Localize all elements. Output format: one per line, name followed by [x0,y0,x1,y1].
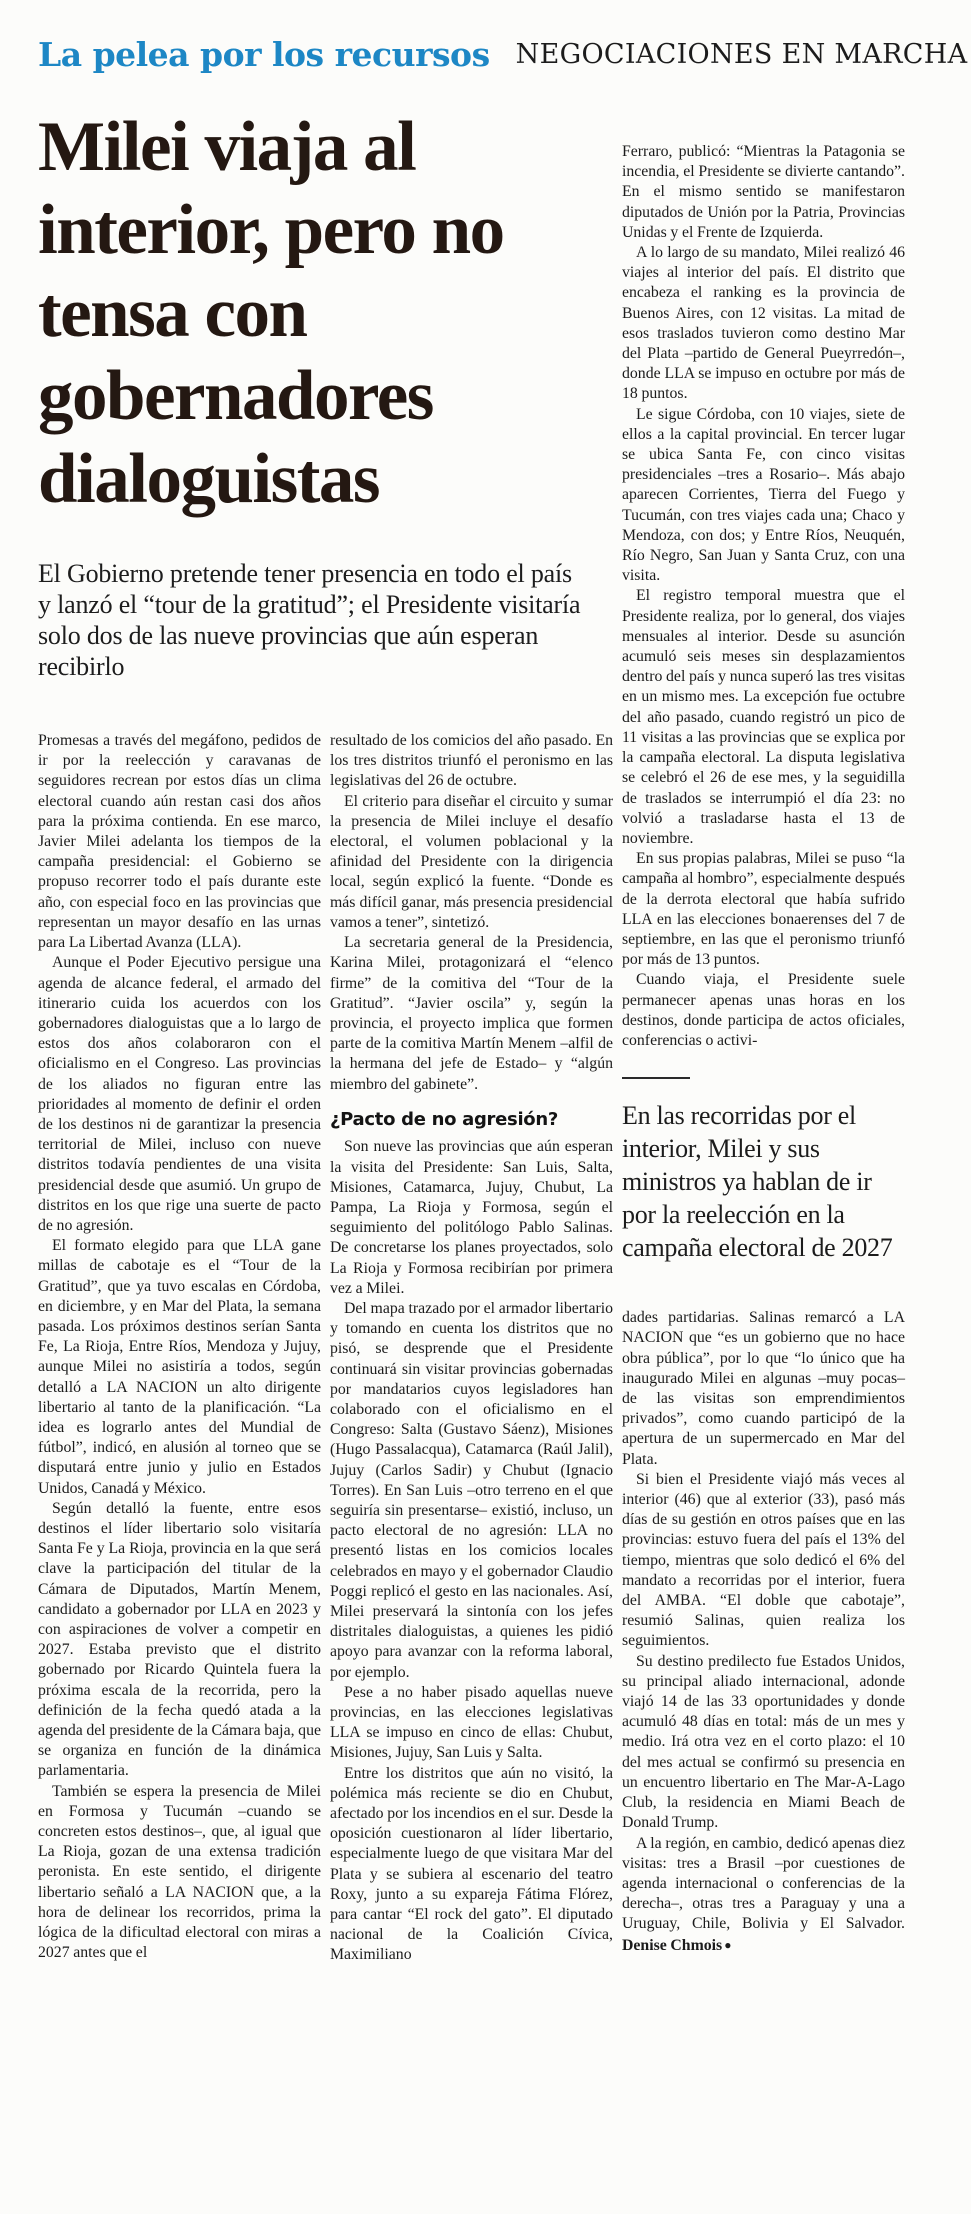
paragraph: También se espera la presencia de Milei en Formosa y Tucumán –cuando se concreten estos destinos–, que, al igual que La Rioja, gozan de una extensa tradición peronista. En este sentido, el dirigente libertario señaló a LA NACION que, a la hora de delinear los recorridos, prima la lógica de la dificultad electoral con miras a 2027 antes que el [38,1782,321,1962]
kicker-title: La pelea por los recursos [38,34,490,74]
paragraph: El criterio para diseñar el circuito y sumar la presencia de Milei incluye el desafío electoral, el volumen poblacional y la afinidad del Presidente con la dirigencia local, según explicó la fuente. “Donde es más difícil ganar, más presencia presidencial vamos a tener”, sintetizó. [330,792,613,931]
paragraph: Le sigue Córdoba, con 10 viajes, siete de ellos a la capital provincial. En tercer lugar se ubica Santa Fe, con cinco visitas presidenciales –tres a Rosario–. Más abajo aparecen Corrientes, Tierra del Fuego y Tucumán, con tres viajes cada una; Chaco y Mendoza, con dos; y Entre Ríos, Neuquén, Río Negro, San Juan y Santa Cruz, con una visita. [622,405,905,585]
deck: El Gobierno pretende tener presencia en todo el país y lanzó el “tour de la gratitud”; el Presidente visitaría solo dos de las nueve provincias que aún esperan recibirlo [38,559,581,682]
column-1-paragraphs [38,731,321,1963]
paragraph: El formato elegido para que LLA gane millas de cabotaje es el “Tour de la Gratitud”, que ya tuvo escalas en Córdoba, en diciembre, y en Mar del Plata, la semana pasada. Los próximos destinos serían Santa Fe, La Rioja, Entre Ríos, Mendoza y Jujuy, aunque Milei no asistiría a todos, según detalló a LA NACION un alto dirigente libertario al tanto de la planificación. “La idea es lograrlo antes del Mundial de fútbol”, indicó, en alusión al torneo que se disputará entre junio y julio en Estados Unidos, Canadá y México. [38,1237,321,1497]
paragraph: Aunque el Poder Ejecutivo persigue una agenda de alcance federal, el armado del itinerario cuida los acuerdos con los gobernadores dialoguistas que a lo largo de estos dos años colaboraron con el oficialismo en el Congreso. Las provincias de los aliados no figuran entre las prioridades al momento de definir el orden de los destinos ni de garantizar la presencia territorial de Milei, incluso con nueve distritos todavía pendientes de una visita presidencial desde que asumió. Un grupo de distritos en los que rige una suerte de pacto de no agresión. [38,954,321,1234]
column-3-paragraphs-top [622,142,905,1051]
kicker-tag: NEGOCIACIONES EN MARCHA [515,38,968,70]
body-columns [38,731,613,1966]
left-zone [38,102,613,1966]
pull-quote [622,1077,905,1264]
pull-quote-rule [622,1077,690,1079]
author-byline: Denise Chmois [622,1936,723,1954]
paragraph: Cuando viaja, el Presidente suele permanecer apenas unas horas en los destinos, donde participa de actos oficiales, conferencias o activi- [622,971,905,1049]
column-2-paragraphs-top [330,731,613,1095]
kicker [38,30,968,78]
column-1 [38,731,321,1966]
section-subhead: ¿Pacto de no agresión? [330,1108,559,1130]
pull-quote-text: En las recorridas por el interior, Milei y sus ministros ya hablan de ir por la reelección en la campaña electoral de 2027 [622,1101,893,1263]
headline: Milei viaja al interior, pero no tensa con gobernadores dialoguistas [38,108,504,519]
paragraph: El registro temporal muestra que el Presidente realiza, por lo general, dos viajes mensuales al interior. Desde su asunción acumuló seis meses sin desplazamientos dentro del país y nunca superó las tres visitas en un mismo mes. La excepción fue octubre del año pasado, cuando registró un pico de 11 visitas a las provincias que se explica por la campaña electoral. La disputa legislativa se celebró el 26 de ese mes, y la seguidilla de traslados se interrumpió el día 23: no volvió a trasladarse hasta el 13 de noviembre. [622,587,905,847]
paragraph: resultado de los comicios del año pasado. En los tres distritos triunfó el peronismo en las legislativas del 26 de octubre. [330,732,613,790]
paragraph: Pese a no haber pisado aquellas nueve provincias, en las elecciones legislativas LLA se impuso en cinco de ellas: Chubut, Misiones, Jujuy, San Luis y Salta. [330,1683,613,1762]
column-2 [330,731,613,1966]
paragraph: La secretaria general de la Presidencia, Karina Milei, protagonizará el “elenco firme” de la comitiva del “Tour de la Gratitud”. “Javier oscila” y, según la provincia, el proyecto implica que formen parte de la comitiva Martín Menem –alfil de la hermana del jefe de Estado– y “algún miembro del gabinete”. [330,934,613,1093]
paragraph: dades partidarias. Salinas remarcó a LA NACION que “es un gobierno que no hace obra pública”, por lo que “lo único que ha inaugurado Milei en algunas –muy pocas– de las visitas son emprendimientos privados”, como cuando participó de la apertura de un supermercado en Mar del Plata. [622,1309,905,1468]
closing-text: A la región, en cambio, dedicó apenas diez visitas: tres a Brasil –por cuestiones de agenda internacional o conferencias de la derecha–, otras tres a Paraguay y una a Uruguay, Chile, Bolivia y El Salvador. [622,1834,905,1933]
paragraph: En sus propias palabras, Milei se puso “la campaña al hombro”, especialmente después de la derrota electoral que había sufrido LLA en las elecciones bonaerenses del 7 de septiembre, en las que el peronismo triunfó por más de 13 puntos. [622,850,905,969]
column-3-paragraphs-bottom [622,1308,905,1833]
closing-paragraph [622,1834,905,1956]
column-2-paragraphs-bottom [330,1137,613,1965]
paragraph: Son nueve las provincias que aún esperan la visita del Presidente: San Luis, Salta, Misiones, Catamarca, Jujuy, Chubut, La Pampa, La Rioja y Formosa, según el seguimiento del politólogo Pablo Salinas. De concretarse los planes proyectados, solo La Rioja y Formosa recibirían por primera vez a Milei. [330,1138,613,1297]
paragraph: Del mapa trazado por el armador libertario y tomando en cuenta los distritos que no pisó, se desprende que el Presidente continuará sin visitar provincias gobernadas por mandatarios cuyos legisladores han colaborado con el oficialismo en el Congreso: Salta (Gustavo Sáenz), Misiones (Hugo Passalacqua), Catamarca (Raúl Jalil), Jujuy (Carlos Sadir) y Chubut (Ignacio Torres). En San Luis –otro terreno en el que seguiría sin presentarse– existió, incluso, un pacto electoral de no agresión: LLA no presentó listas en los comicios locales celebrados en mayo y el gobernador Claudio Poggi replicó el gesto en las nacionales. Así, Milei preservará la sintonía con los jefes distritales dialoguistas, a quienes les pidió apoyo para avanzar con la reforma laboral, por ejemplo. [330,1299,613,1681]
paragraph: Si bien el Presidente viajó más veces al interior (46) que al exterior (33), pasó más días de su gestión en otros países que en las provincias: estuvo fuera del país el 13% del tiempo, mientras que solo dedicó el 6% del mandato a recorridas por el interior, fuera del AMBA. “El doble que cabotaje”, resumió Salinas, quien realiza los seguimientos. [622,1470,905,1650]
paragraph: A lo largo de su mandato, Milei realizó 46 viajes al interior del país. El distrito que encabeza el ranking es la provincia de Buenos Aires, con 12 visitas. La mitad de esos traslados tuvieron como destino Mar del Plata –partido de General Pueyrredón–, donde LLA se impuso en octubre por más de 18 puntos. [622,244,905,403]
end-mark: ● [724,1937,732,1952]
paragraph: Promesas a través del megáfono, pedidos de ir por la reelección y caravanas de seguidores recrean por estos días un clima electoral cuando aún restan casi dos años para la próxima contienda. En ese marco, Javier Milei adelanta los tiempos de la campaña presidencial: el Gobierno se propuso recorrer todo el país durante este año, con especial foco en las provincias que representan un mayor desafío en las urnas para La Libertad Avanza (LLA). [38,732,321,952]
column-3 [622,102,905,1966]
paragraph: Entre los distritos que aún no visitó, la polémica más reciente se dio en Chubut, afectado por los incendios en el sur. Desde la oposición cuestionaron al líder libertario, especialmente luego de que visitara Mar del Plata y se subiera al escenario del teatro Roxy, junto a su expareja Fátima Flórez, para cantar “El rock del gato”. El diputado nacional de la Coalición Cívica, Maximiliano [330,1764,613,1964]
paragraph: Según detalló la fuente, entre esos destinos el líder libertario solo visitaría Santa Fe y La Rioja, provincia en la que será clave la participación del titular de la Cámara de Diputados, Martín Menem, candidato a gobernador por LLA en 2023 y con aspiraciones de volver a competir en 2027. Estaba previsto que el distrito gobernado por Ricardo Quintela fuera la próxima escala de la recorrida, pero la definición de la fecha quedó atada a la agenda del presidente de la Cámara baja, que se organiza en función de la dinámica parlamentaria. [38,1499,321,1780]
article-body [38,102,943,1966]
paragraph: Su destino predilecto fue Estados Unidos, su principal aliado internacional, adonde viajó 14 de las 33 oportunidades y donde acumuló 48 días en total: más de un mes y medio. Irá otra vez en el corto plazo: el 10 del mes actual se confirmó su presencia en un encuentro libertario en The Mar-A-Lago Club, la residencia en Miami Beach de Donald Trump. [622,1652,905,1832]
paragraph: Ferraro, publicó: “Mientras la Patagonia se incendia, el Presidente se divierte cantando”. En el mismo sentido se manifestaron diputados de Unión por la Patria, Provincias Unidas y el Frente de Izquierda. [622,143,905,241]
